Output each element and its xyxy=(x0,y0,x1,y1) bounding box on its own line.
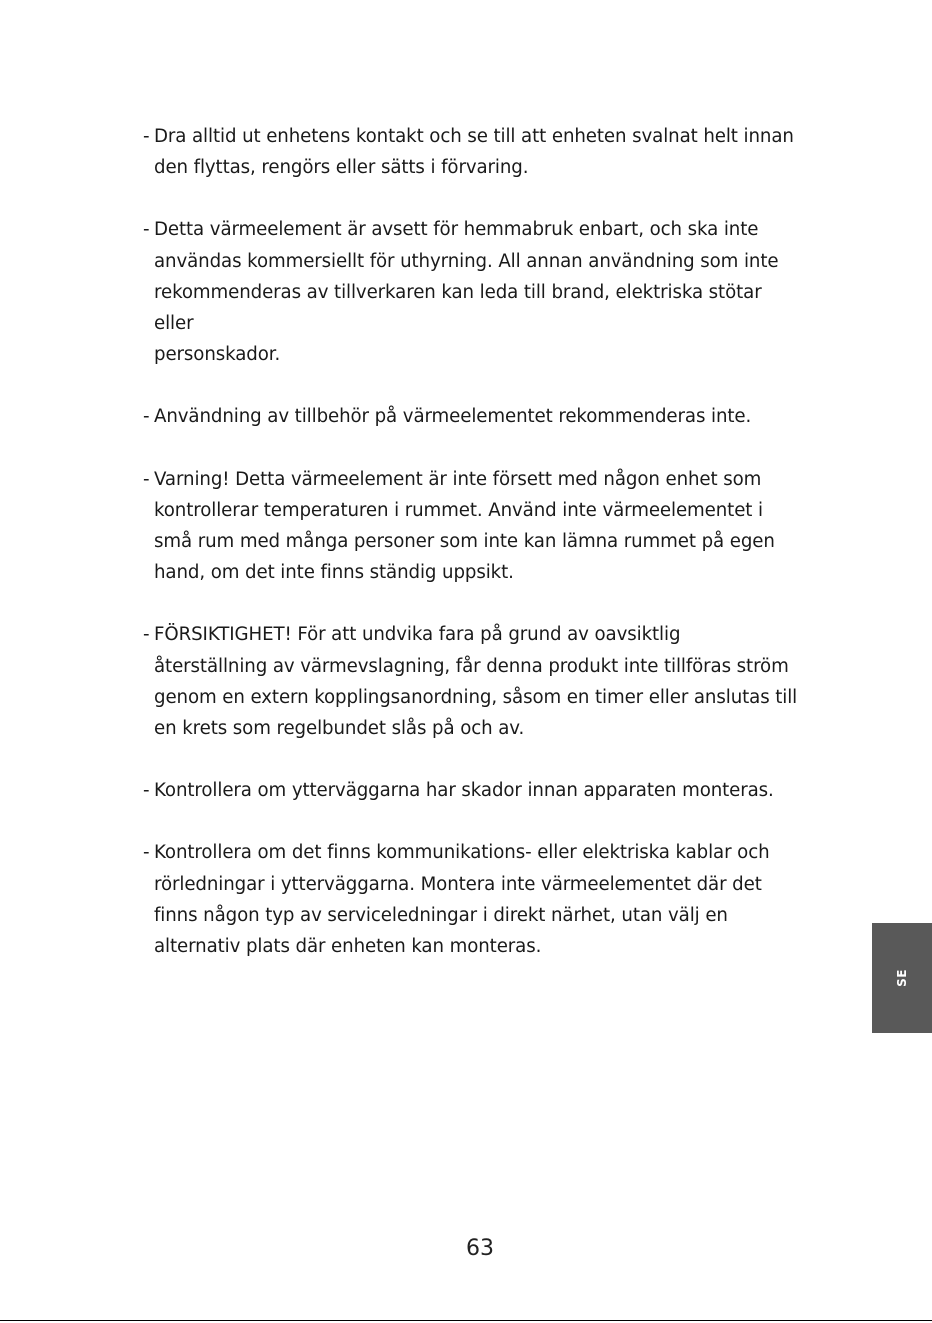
list-item-text: Användning av tillbehör på värmeelementet rekommenderas inte. xyxy=(154,406,752,428)
list-item-text: FÖRSIKTIGHET! För att undvika fara på grund av oavsiktlig återställning av värmevslagning, får denna produkt inte tillföras ström genom en extern kopplingsanordning, såsom en timer eller anslutas till en krets som regelbundet slås på och av. xyxy=(154,624,798,740)
bullet-dash: - xyxy=(143,780,150,802)
bullet-dash: - xyxy=(143,406,150,428)
list-item-text: Detta värmeelement är avsett för hemmabruk enbart, och ska inte användas kommersiellt för uthyrning. All annan användning som inte rekommenderas av tillverkaren kan leda till brand, elektriska stötar eller personskador. xyxy=(154,219,779,366)
bullet-dash: - xyxy=(143,126,150,147)
list-item-text: Kontrollera om ytterväggarna har skador innan apparaten monteras. xyxy=(154,780,774,802)
bullet-dash: - xyxy=(143,468,150,490)
list-item xyxy=(143,121,803,183)
bullet-dash: - xyxy=(143,219,150,241)
page-number: 63 xyxy=(466,1236,494,1261)
list-item-text: Dra alltid ut enhetens kontakt och se till att enheten svalnat helt innan den flyttas, rengörs eller sätts i förvaring. xyxy=(154,126,794,179)
language-tab-label: SE xyxy=(895,969,909,987)
bullet-dash: - xyxy=(143,624,150,646)
list-item xyxy=(143,214,803,370)
list-item xyxy=(143,401,803,432)
safety-instructions-list xyxy=(143,121,803,993)
bottom-divider xyxy=(0,1320,932,1321)
list-item-text: Kontrollera om det finns kommunikations- eller elektriska kablar och rörledningar i ytterväggarna. Montera inte värmeelementet där det finns någon typ av serviceledningar i direkt närhet, utan välj en alternativ plats där enheten kan monteras. xyxy=(154,842,770,958)
list-item xyxy=(143,464,803,589)
list-item-text: Varning! Detta värmeelement är inte försett med någon enhet som kontrollerar temperaturen i rummet. Använd inte värmeelementet i små rum med många personer som inte kan lämna rummet på egen hand, om det inte finns ständig uppsikt. xyxy=(154,468,775,584)
list-item xyxy=(143,775,803,806)
language-tab xyxy=(872,923,932,1033)
list-item xyxy=(143,619,803,744)
bullet-dash: - xyxy=(143,842,150,864)
list-item xyxy=(143,837,803,962)
